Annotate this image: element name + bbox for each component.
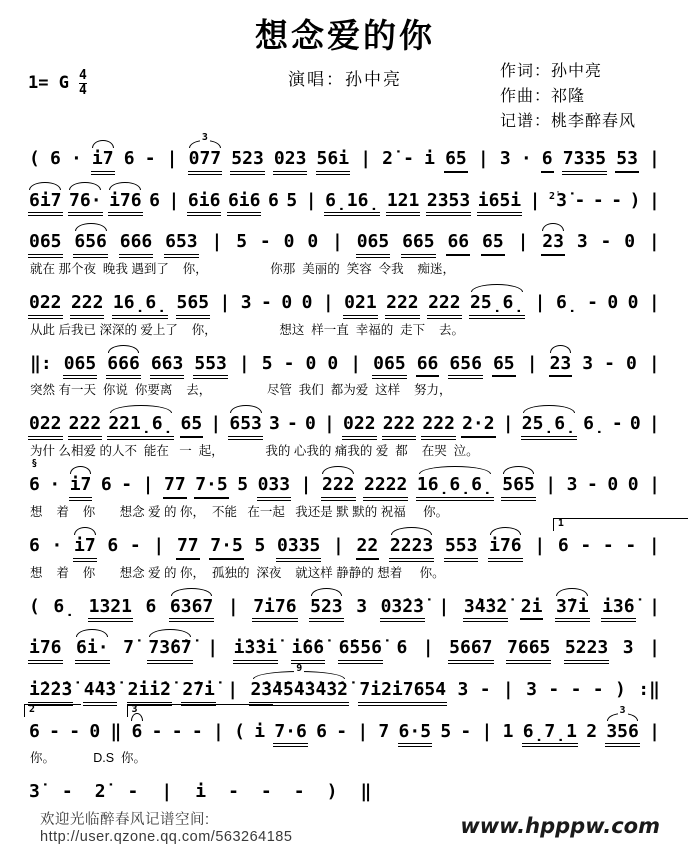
note-token: 0 [301, 292, 313, 314]
note-token: 6367 [169, 597, 214, 623]
lyrics-line: 突然 有一天 你说 你要离 去， 尽管 我们 都为爱 这样 努力， [30, 383, 452, 398]
note-token: 3̇4̇3̇2̇ [463, 597, 508, 623]
note-token: - [587, 292, 598, 314]
note-token: 5 [254, 534, 266, 556]
note-token: 0 [307, 231, 319, 253]
note-token: 0 [627, 292, 639, 314]
barline: | [238, 352, 250, 374]
note-token: 6 [149, 189, 160, 211]
barline: | [648, 413, 660, 435]
note-token: 3 356 [605, 722, 640, 748]
note-token: - [259, 231, 271, 253]
note-token: 16̣6̣6̣ [416, 475, 494, 501]
barline: ‖ [360, 781, 372, 803]
note-token: i [424, 148, 435, 169]
note-token: - [460, 720, 472, 742]
music-line [28, 132, 662, 175]
note-token: · [49, 474, 61, 496]
note-token: 0 [624, 231, 636, 253]
note-token: - [611, 413, 623, 435]
note-token: 3 077 [188, 149, 223, 175]
note-token: 77 [176, 536, 200, 560]
note-token: ( [29, 595, 40, 617]
note-token: i [254, 720, 266, 742]
note-token: 0 [607, 292, 619, 314]
note-token: 565 [176, 293, 211, 319]
note-token: - [479, 678, 491, 700]
note-token: 7̇ [123, 637, 134, 659]
barline: | [481, 720, 493, 742]
note-token: 653 [228, 414, 263, 440]
barline: | [300, 474, 312, 496]
note-token: ) [629, 189, 641, 211]
barline: | [227, 678, 239, 700]
note-token: 65 [180, 414, 204, 438]
note-token: 6 [29, 534, 40, 556]
note-token: 3 [622, 637, 634, 659]
note-token: 2̇ [94, 781, 106, 803]
barline: | [333, 534, 344, 556]
note-token: i76 [28, 638, 63, 664]
note-token: · [51, 534, 63, 556]
note-token: 3 [566, 474, 578, 496]
note-token: 0 [327, 352, 339, 374]
note-token: 222 [321, 475, 356, 501]
note-token: - [580, 534, 592, 556]
note-token: 565 [501, 475, 536, 501]
note-token: 77 [163, 475, 187, 499]
note-token: 0 [627, 474, 639, 496]
tuplet-or-sign-label: § [31, 458, 38, 470]
note-token: 6̣16̣ [324, 191, 380, 217]
note-token: 3 [526, 678, 537, 700]
note-token: 023 [273, 149, 308, 175]
note-token: 222 [382, 414, 417, 440]
note-token: i76 [488, 536, 523, 562]
note-token: 65 [444, 149, 468, 173]
note-token: 5223 [564, 638, 609, 664]
note-token: - [570, 678, 582, 700]
note-token: - [61, 781, 73, 803]
note-token: 56i [316, 149, 351, 175]
note-token: 2222 [363, 475, 408, 501]
note-token: 5 [440, 720, 452, 742]
note-token: 2223 [389, 536, 434, 562]
note-token: 0 [283, 231, 295, 253]
note-token: 76· [68, 191, 103, 217]
barline: | [534, 292, 546, 314]
barline: | [422, 637, 434, 659]
barline: | [648, 231, 660, 253]
barline: | [211, 231, 223, 253]
note-token: - [260, 781, 272, 803]
note-token: 6̣ [53, 595, 76, 617]
note-token: 65 [481, 232, 505, 256]
note-token: - [127, 781, 139, 803]
note-token: 3 [269, 413, 280, 435]
note-token: 065 [356, 232, 391, 258]
note-token: 6i7 [28, 191, 63, 217]
barline: | [648, 352, 660, 374]
note-token: 222 [385, 293, 420, 319]
note-token: 6i6 [187, 191, 222, 217]
music-line [28, 341, 662, 380]
note-token: 6i6 [227, 191, 262, 217]
barline: | [648, 189, 660, 211]
barline: | [360, 148, 372, 169]
note-token: i3̇6̇ [601, 597, 636, 623]
note-token: 065 [28, 232, 63, 258]
time-signature-denominator: 4 [78, 82, 87, 98]
score-header [28, 57, 662, 133]
note-token: 2 [586, 720, 598, 742]
music-line [28, 584, 662, 623]
volta-bracket: 3 [127, 704, 274, 717]
note-token: 523 [230, 149, 265, 175]
note-token: · [520, 148, 532, 169]
lyrics-line: 想 着 你 想念 爱 的 你， 不能 在一起 我还是 默 默的 祝福 你。 [30, 504, 449, 519]
note-token: - [287, 413, 298, 435]
note-token: 2·2 [461, 414, 496, 438]
note-token: 3 [576, 231, 588, 253]
note-token: - [69, 720, 81, 742]
time-signature-numerator: 4 [78, 68, 87, 83]
barline: | [227, 595, 239, 617]
note-token: 1 [502, 720, 514, 742]
composer-credit: 作曲：祁隆 [500, 88, 586, 105]
note-token: 0 [305, 352, 317, 374]
note-token: ( [29, 148, 40, 169]
barline: | [357, 720, 369, 742]
music-line [28, 662, 662, 706]
note-token: 6 [123, 148, 135, 169]
note-token: 0 [89, 720, 101, 742]
music-line [28, 703, 662, 748]
note-token: 065 [372, 354, 407, 380]
barline: | [219, 292, 231, 314]
note-token: 523 [309, 597, 344, 623]
note-token: 7i2̇i7654 [358, 680, 447, 706]
volta-bracket: 2 [24, 704, 81, 717]
barline: | [438, 595, 450, 617]
note-token: 3̇7i [555, 597, 590, 623]
barline: | [207, 637, 219, 659]
note-token: 66 [446, 232, 470, 256]
note-token: 1 6 [557, 536, 570, 558]
note-token: 16̣6̣ [112, 293, 168, 319]
note-token: § 6 [29, 458, 40, 496]
barline: | [350, 352, 362, 374]
note-token: 3̇ [29, 781, 40, 803]
music-line [28, 219, 662, 258]
note-token: - [283, 352, 295, 374]
note-token: 7·6 [273, 722, 308, 748]
note-token: 2̇7i̇ [181, 680, 216, 706]
note-token: 23 [549, 354, 573, 378]
note-token: - [548, 678, 560, 700]
note-token: 6̣ [583, 413, 605, 435]
note-token: · [70, 148, 82, 169]
barline: | [649, 148, 660, 169]
barline: | [648, 292, 660, 314]
barline: | [324, 413, 335, 435]
note-token: 021 [343, 293, 378, 319]
note-token: i7 [73, 536, 97, 562]
note-token: 7665 [506, 638, 551, 664]
note-token: - [171, 720, 183, 742]
note-token: i [195, 781, 207, 803]
note-token: 2̇ [382, 148, 393, 169]
note-token: 6 [396, 637, 408, 659]
note-token: i̇6̇6̇ [291, 638, 326, 664]
note-token: - [191, 720, 203, 742]
barline: | [649, 595, 660, 617]
note-token: 6 [145, 595, 157, 617]
note-token: 03̇2̇3̇ [380, 597, 425, 623]
grace-note: 2̇ [549, 190, 556, 202]
song-title: 想念爱的你 [255, 17, 435, 54]
lyrics-line: 想 着 你 想念 爱 的 你， 孤独的 深夜 就这样 静静的 想着 你。 [30, 565, 445, 580]
note-token: 25̣6̣ [521, 414, 577, 440]
note-token: 666 [106, 354, 141, 380]
note-token: 022 [342, 414, 377, 440]
note-token: i65i [477, 191, 522, 217]
barline: | [648, 534, 660, 556]
note-token: - [293, 781, 305, 803]
note-token: 3 [457, 678, 469, 700]
barline: | [502, 678, 514, 700]
note-token: i7 [69, 475, 93, 501]
note-token: - [592, 189, 604, 211]
note-token: 6 [49, 148, 61, 169]
score [28, 132, 662, 804]
note-token: - [151, 720, 163, 742]
note-token: 0 [626, 352, 637, 374]
note-token: - [611, 189, 623, 211]
barline: | [649, 720, 660, 742]
lyrics-line: 为什 么相爱 的人不 能在 一 起， 我的 心我的 痛我的 爱 都 在哭 泣。 [30, 444, 479, 459]
note-token: 0 [305, 413, 316, 435]
note-token: 3 [356, 595, 368, 617]
note-token: 5 [237, 474, 249, 496]
barline: | [166, 148, 178, 169]
note-token: - [228, 781, 239, 803]
note-token: 25̣6̣ [469, 293, 525, 319]
note-token: 1321 [88, 597, 133, 623]
note-token: 656 [448, 354, 483, 380]
note-token: 663 [150, 354, 185, 380]
note-token: - [129, 534, 141, 556]
music-line [28, 769, 372, 804]
note-token: 2̇i [520, 597, 544, 621]
barline: | [168, 189, 180, 211]
performer-credit: 演唱：孙中亮 [288, 70, 402, 89]
note-token: 665 [401, 232, 436, 258]
note-token: 653 [164, 232, 199, 258]
note-token: 5 [286, 189, 298, 211]
note-token: 6 [107, 534, 119, 556]
music-line [28, 280, 662, 319]
note-token: 3 [499, 148, 511, 169]
note-token: 3 6 [131, 722, 144, 744]
lyricist-credit: 作词：孙中亮 [500, 63, 603, 80]
credits-block [500, 59, 636, 134]
footer-website-text: www.hpppw.com [460, 814, 660, 839]
barline: | [649, 637, 660, 659]
barline: | [332, 231, 343, 253]
note-token: 5 [261, 352, 273, 374]
note-token: i7 [91, 149, 115, 175]
tuplet-or-sign-label: 3 [201, 132, 208, 143]
music-line [28, 625, 662, 664]
note-token: i̇2̇2̇3̇ [28, 680, 73, 706]
note-token: 7335 [562, 149, 607, 175]
note-token: 66 [416, 354, 440, 378]
barline: | [305, 189, 317, 211]
note-token: - [403, 148, 414, 169]
note-token: - [602, 534, 614, 556]
tuplet-or-sign-label: 3 [619, 704, 626, 716]
barline: | [322, 292, 334, 314]
note-token: 065 [63, 354, 98, 380]
note-token: 6·5 [398, 722, 433, 748]
barline: | [212, 720, 224, 742]
footer [0, 804, 688, 853]
note-token: - [144, 148, 156, 169]
tuplet-or-sign-label: 9 [296, 662, 303, 674]
note-token: 666 [119, 232, 154, 258]
barline: | [529, 189, 541, 211]
note-token: 553 [444, 536, 479, 562]
note-token: 73̇6̇7̇ [147, 638, 192, 664]
lyrics-line: 从此 后我已 深深的 爱上了 你， 想这 样一直 幸福的 走下 去。 [30, 322, 465, 337]
note-token: 0 [629, 413, 641, 435]
note-token: 65 [492, 354, 516, 378]
note-token: 5667 [448, 638, 493, 664]
note-token: 033 [257, 475, 292, 501]
note-token: i76 [108, 191, 143, 217]
barline: | [534, 534, 546, 556]
note-token: 6̣ [555, 292, 578, 314]
note-token: 9 2̇3̇4̇5̇4̇3̇4̇3̇2̇ [249, 680, 349, 706]
note-token: 2353 [426, 191, 471, 217]
note-token: 3 [582, 352, 594, 374]
music-line [28, 458, 662, 501]
note-token: - [604, 352, 615, 374]
barline: :‖ [638, 678, 660, 700]
note-token: $^{2̇}$3̇ [549, 189, 567, 211]
note-token: 0 [607, 474, 619, 496]
note-token: 2̇i̇i̇2̇ [127, 680, 172, 706]
note-token: 22 [356, 536, 380, 560]
note-token: 7 [378, 720, 390, 742]
note-token: 222 [427, 293, 462, 319]
barline: | [477, 148, 489, 169]
note-token: 7·5 [194, 475, 229, 499]
note-token: ( [234, 720, 245, 742]
note-token: - [49, 720, 60, 742]
barline: ‖: [30, 352, 52, 374]
barline: | [526, 352, 538, 374]
note-token: - [574, 189, 586, 211]
lyrics-line: 就在 那个夜 晚我 遇到了 你， 你那 美丽的 笑容 令我 痴迷， [30, 262, 456, 277]
key-label: 1= G [28, 73, 69, 94]
note-token: 221̣6̣ [107, 414, 174, 440]
note-token: - [336, 720, 348, 742]
music-line [28, 178, 662, 217]
note-token: 656 [73, 232, 108, 258]
note-token: 222 [70, 293, 105, 319]
note-token: i̇3̇3̇i̇ [233, 638, 278, 664]
note-token: 222 [421, 414, 456, 440]
note-token: 022 [28, 293, 63, 319]
note-token: 7i76 [252, 597, 297, 623]
barline: | [517, 231, 529, 253]
note-token: 6̇556̇ [338, 638, 383, 664]
note-token: 7·5 [209, 536, 244, 560]
barline: ‖ [110, 720, 122, 742]
note-token: - [587, 474, 598, 496]
note-token: - [261, 292, 272, 314]
note-token: 553 [193, 354, 228, 380]
note-token: 0 [281, 292, 293, 314]
note-token: - [625, 534, 637, 556]
note-token: ) [326, 781, 338, 803]
barline: | [161, 781, 173, 803]
barline: | [210, 413, 222, 435]
note-token: - [600, 231, 612, 253]
note-token: 5 [236, 231, 248, 253]
barline: | [502, 413, 514, 435]
note-token: 6 [100, 474, 112, 496]
note-token: 6 [541, 149, 554, 173]
music-line [28, 401, 662, 440]
note-token: - [592, 678, 604, 700]
note-token: 6i· [75, 638, 110, 664]
lyrics-line: 你。 D.S 你。 [30, 751, 146, 766]
barline: | [142, 474, 154, 496]
note-token: ) [615, 678, 626, 700]
note-token: 121 [386, 191, 421, 217]
music-line [28, 517, 662, 562]
note-token: - [121, 474, 133, 496]
note-token: 6 [316, 720, 327, 742]
volta-bracket: 1 [553, 518, 688, 531]
note-token: 3 [240, 292, 252, 314]
barline: | [153, 534, 165, 556]
note-token: 4̇4̇3̇ [83, 680, 118, 706]
barline: | [649, 474, 660, 496]
transcriber-credit: 记谱：桃李醉春风 [500, 113, 637, 130]
note-token: 022 [28, 414, 63, 440]
note-token: 6̣7̣1 [522, 722, 578, 748]
footer-note-text: 欢迎光临醉春风记谱空间: http://user.qzone.qq.com/563264185 [40, 811, 293, 845]
note-token: 0335 [276, 536, 321, 562]
note-token: 23 [541, 232, 565, 256]
barline: | [545, 474, 557, 496]
note-token: 222 [68, 414, 103, 440]
note-token: 6 [267, 189, 279, 211]
note-token: 53 [615, 149, 639, 173]
note-token: 2 6 [28, 722, 41, 744]
